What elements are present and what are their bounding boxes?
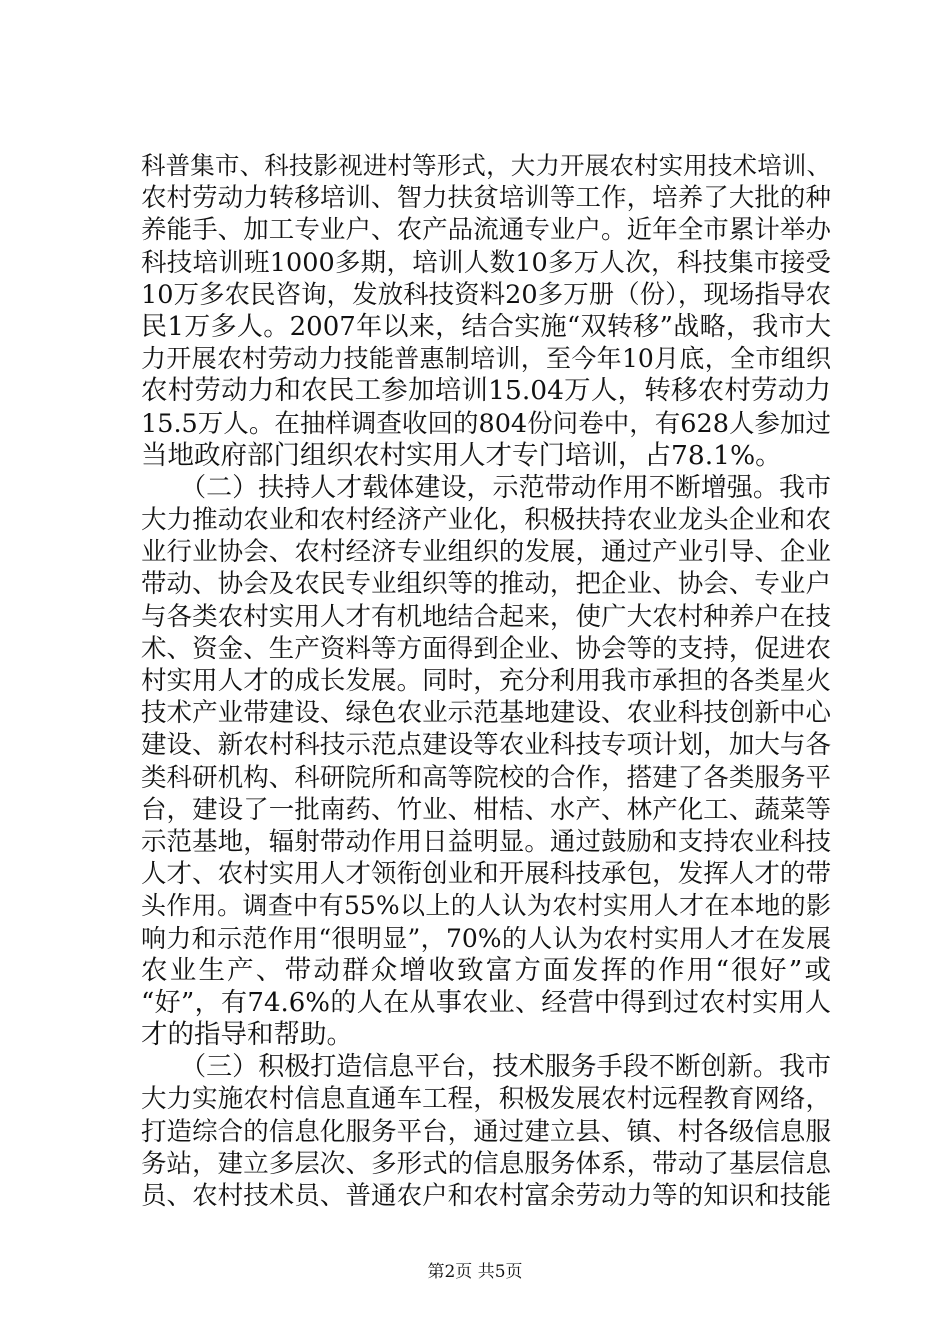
text-line: 打造综合的信息化服务平台，通过建立县、镇、村各级信息服 — [141, 1116, 831, 1147]
text-line: 养能手、加工专业户、农产品流通专业户。近年全市累计举办 — [141, 215, 831, 246]
text-line: 当地政府部门组织农村实用人才专门培训，占78.1%。 — [141, 439, 782, 471]
text-line: 人才、农村实用人才领衔创业和开展科技承包，发挥人才的带 — [141, 859, 831, 890]
text-line: 农村劳动力和农民工参加培训15.04万人，转移农村劳动力 — [141, 375, 831, 407]
text-line: 民1万多人。2007年以来，结合实施“双转移”战略，我市大 — [141, 311, 831, 342]
text-line: 15.5万人。在抽样调查收回的804份问卷中，有628人参加过 — [141, 408, 831, 439]
text-line: 台，建设了一批南药、竹业、柑桔、水产、林产化工、蔬菜等 — [141, 794, 831, 825]
text-line: 农村劳动力转移培训、智力扶贫培训等工作，培养了大批的种 — [141, 183, 831, 214]
text-line: 技术产业带建设、绿色农业示范基地建设、农业科技创新中心 — [141, 698, 831, 729]
text-line: 大力推动农业和农村经济产业化，积极扶持农业龙头企业和农 — [141, 505, 831, 536]
text-line: 员、农村技术员、普通农户和农村富余劳动力等的知识和技能 — [141, 1181, 831, 1211]
text-line: 头作用。调查中有55%以上的人认为农村实用人才在本地的影 — [141, 891, 831, 921]
text-line: 才的指导和帮助。 — [141, 1019, 353, 1051]
text-line: 科技培训班1000多期，培训人数10多万人次，科技集市接受 — [141, 247, 831, 278]
page-footer: 第2页 共5页 — [427, 1262, 523, 1282]
text-line: 示范基地，辐射带动作用日益明显。通过鼓励和支持农业科技 — [141, 826, 831, 857]
text-line: 科普集市、科技影视进村等形式，大力开展农村实用技术培训、 — [141, 151, 831, 180]
text-line: 力开展农村劳动力技能普惠制培训，至今年10月底，全市组织 — [141, 344, 831, 374]
text-line: 10万多农民咨询，发放科技资料20多万册（份），现场指导农 — [141, 279, 831, 310]
text-line: （二）扶持人才载体建设，示范带动作用不断增强。我市 — [141, 472, 831, 503]
body-text — [141, 150, 831, 1212]
text-line: 村实用人才的成长发展。同时，充分利用我市承担的各类星火 — [141, 666, 831, 696]
text-line: 大力实施农村信息直通车工程，积极发展农村远程教育网络， — [141, 1084, 831, 1115]
text-line: “好”，有74.6%的人在从事农业、经营中得到过农村实用人 — [141, 987, 831, 1018]
text-line: 带动、协会及农民专业组织等的推动，把企业、协会、专业户 — [141, 569, 831, 600]
text-line: 业行业协会、农村经济专业组织的发展，通过产业引导、企业 — [141, 537, 831, 568]
text-line: 类科研机构、科研院所和高等院校的合作，搭建了各类服务平 — [141, 762, 831, 793]
text-line: 术、资金、生产资料等方面得到企业、协会等的支持，促进农 — [141, 633, 831, 664]
text-line: （三）积极打造信息平台，技术服务手段不断创新。我市 — [141, 1052, 831, 1083]
text-line: 响力和示范作用“很明显”，70%的人认为农村实用人才在发展 — [141, 923, 831, 953]
text-line: 建设、新农村科技示范点建设等农业科技专项计划，加大与各 — [141, 730, 831, 761]
text-line: 农业生产、带动群众增收致富方面发挥的作用“很好”或 — [141, 954, 831, 986]
text-line: 务站，建立多层次、多形式的信息服务体系，带动了基层信息 — [141, 1148, 831, 1179]
text-line: 与各类农村实用人才有机地结合起来，使广大农村种养户在技 — [141, 601, 831, 632]
